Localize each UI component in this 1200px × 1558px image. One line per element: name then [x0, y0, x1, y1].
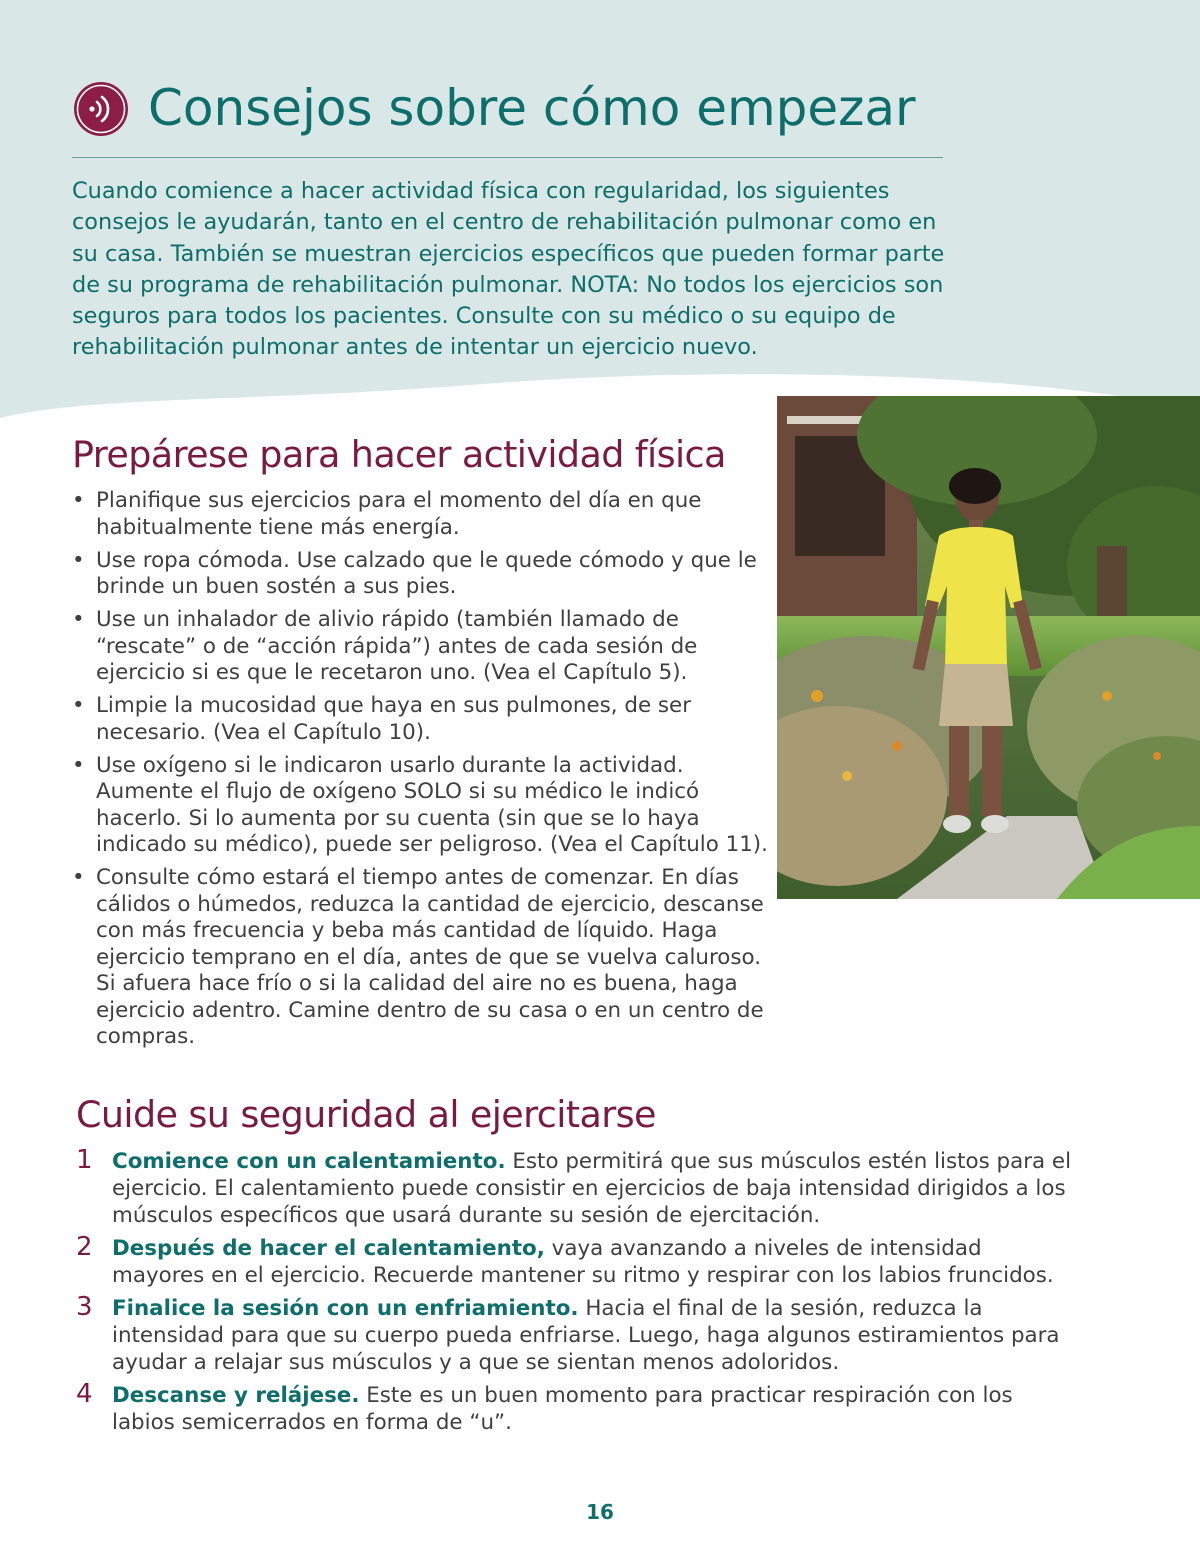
step-item [76, 1292, 1076, 1376]
step-text: Este es un buen momento para practicar respiración con los labios semicerrados en forma de “u”. [112, 1383, 1013, 1435]
list-item-text: Planifique sus ejercicios para el momento del día en que habitualmente tiene más energía. [96, 488, 702, 540]
step-lead: Después de hacer el calentamiento, [112, 1236, 545, 1261]
step-item [76, 1379, 1076, 1436]
list-item [72, 488, 772, 541]
list-item-text: Use un inhalador de alivio rápido (también llamado de “rescate” o de “acción rápida”) antes de cada sesión de ejercicio si es que le recetaron uno. (Vea el Capítulo 5). [96, 607, 698, 685]
intro-paragraph: Cuando comience a hacer actividad física con regularidad, los siguientes consejos le ayudarán, tanto en el centro de rehabilitación pulmonar como en su casa. También se muestran ejercicios específicos que pueden formar parte de su programa de rehabilitación pulmonar. NOTA: No todos los ejercicios son seguros para todos los pacientes. Consulte con su médico o su equipo de rehabilitación pulmonar antes de intentar un ejercicio nuevo. [72, 178, 945, 361]
step-number: 3 [76, 1292, 93, 1322]
bullet: • [72, 752, 85, 778]
prepare-section-title: Prepárese para hacer actividad física [72, 433, 726, 476]
step-number: 1 [76, 1145, 93, 1175]
step-text: Esto permitirá que sus músculos estén listos para el ejercicio. El calentamiento puede consistir en ejercicios de baja intensidad dirigidos a los músculos específicos que usará durante su sesión de ejercitación. [112, 1149, 1072, 1228]
bullet: • [72, 547, 85, 573]
step-text: vaya avanzando a niveles de intensidad mayores en el ejercicio. Recuerde mantener su ritmo y respirar con los labios fruncidos. [112, 1236, 1054, 1288]
safety-steps-list [76, 1145, 1076, 1442]
step-number: 2 [76, 1232, 93, 1262]
step-lead: Comience con un calentamiento. [112, 1149, 506, 1174]
bullet: • [72, 607, 85, 632]
list-item-text: Limpie la mucosidad que haya en sus pulmones, de ser necesario. (Vea el Capítulo 10). [96, 693, 692, 745]
page-number: 16 [586, 1500, 614, 1524]
step-number: 4 [76, 1379, 93, 1409]
step-lead: Finalice la sesión con un enfriamiento. [112, 1296, 579, 1321]
woman-walking-photo [777, 396, 1200, 899]
step-lead: Descanse y relájese. [112, 1383, 360, 1408]
prepare-list [72, 488, 772, 1057]
step-text: Hacia el final de la sesión, reduzca la intensidad para que su cuerpo pueda enfriarse. Luego, haga algunos estiramientos para ayudar a relajar sus músculos y a que se sientan menos adoloridos. [112, 1296, 1060, 1375]
bullet: • [72, 488, 85, 513]
list-item [72, 865, 772, 1051]
bullet: • [72, 693, 85, 718]
list-item [72, 607, 772, 687]
audio-speaker-icon[interactable] [72, 80, 130, 138]
list-item-text: Use oxígeno si le indicaron usarlo durante la actividad. Aumente el flujo de oxígeno SOLO si su médico le indicó hacerlo. Si lo aumenta por su cuenta (sin que se lo haya indicado su médico), puede ser peligroso. (Vea el Capítulo 11). [96, 752, 768, 857]
title-divider [72, 157, 943, 158]
list-item [72, 693, 772, 746]
bullet: • [72, 865, 85, 890]
list-item [72, 548, 772, 601]
step-item [76, 1145, 1076, 1229]
list-item [72, 753, 772, 859]
step-item [76, 1232, 1076, 1289]
page-title: Consejos sobre cómo empezar [148, 79, 916, 137]
safety-section-title: Cuide su seguridad al ejercitarse [76, 1093, 656, 1136]
list-item-text: Consulte cómo estará el tiempo antes de comenzar. En días cálidos o húmedos, reduzca la cantidad de ejercicio, descanse con más frecuencia y beba más cantidad de líquido. Haga ejercicio temprano en el día, antes de que se vuelva caluroso. Si afuera hace frío o si la calidad del aire no es buena, haga ejercicio adentro. Camine dentro de su casa o en un centro de compras. [96, 865, 764, 1049]
list-item-text: Use ropa cómoda. Use calzado que le quede cómodo y que le brinde un buen sostén a sus pies. [96, 547, 757, 599]
